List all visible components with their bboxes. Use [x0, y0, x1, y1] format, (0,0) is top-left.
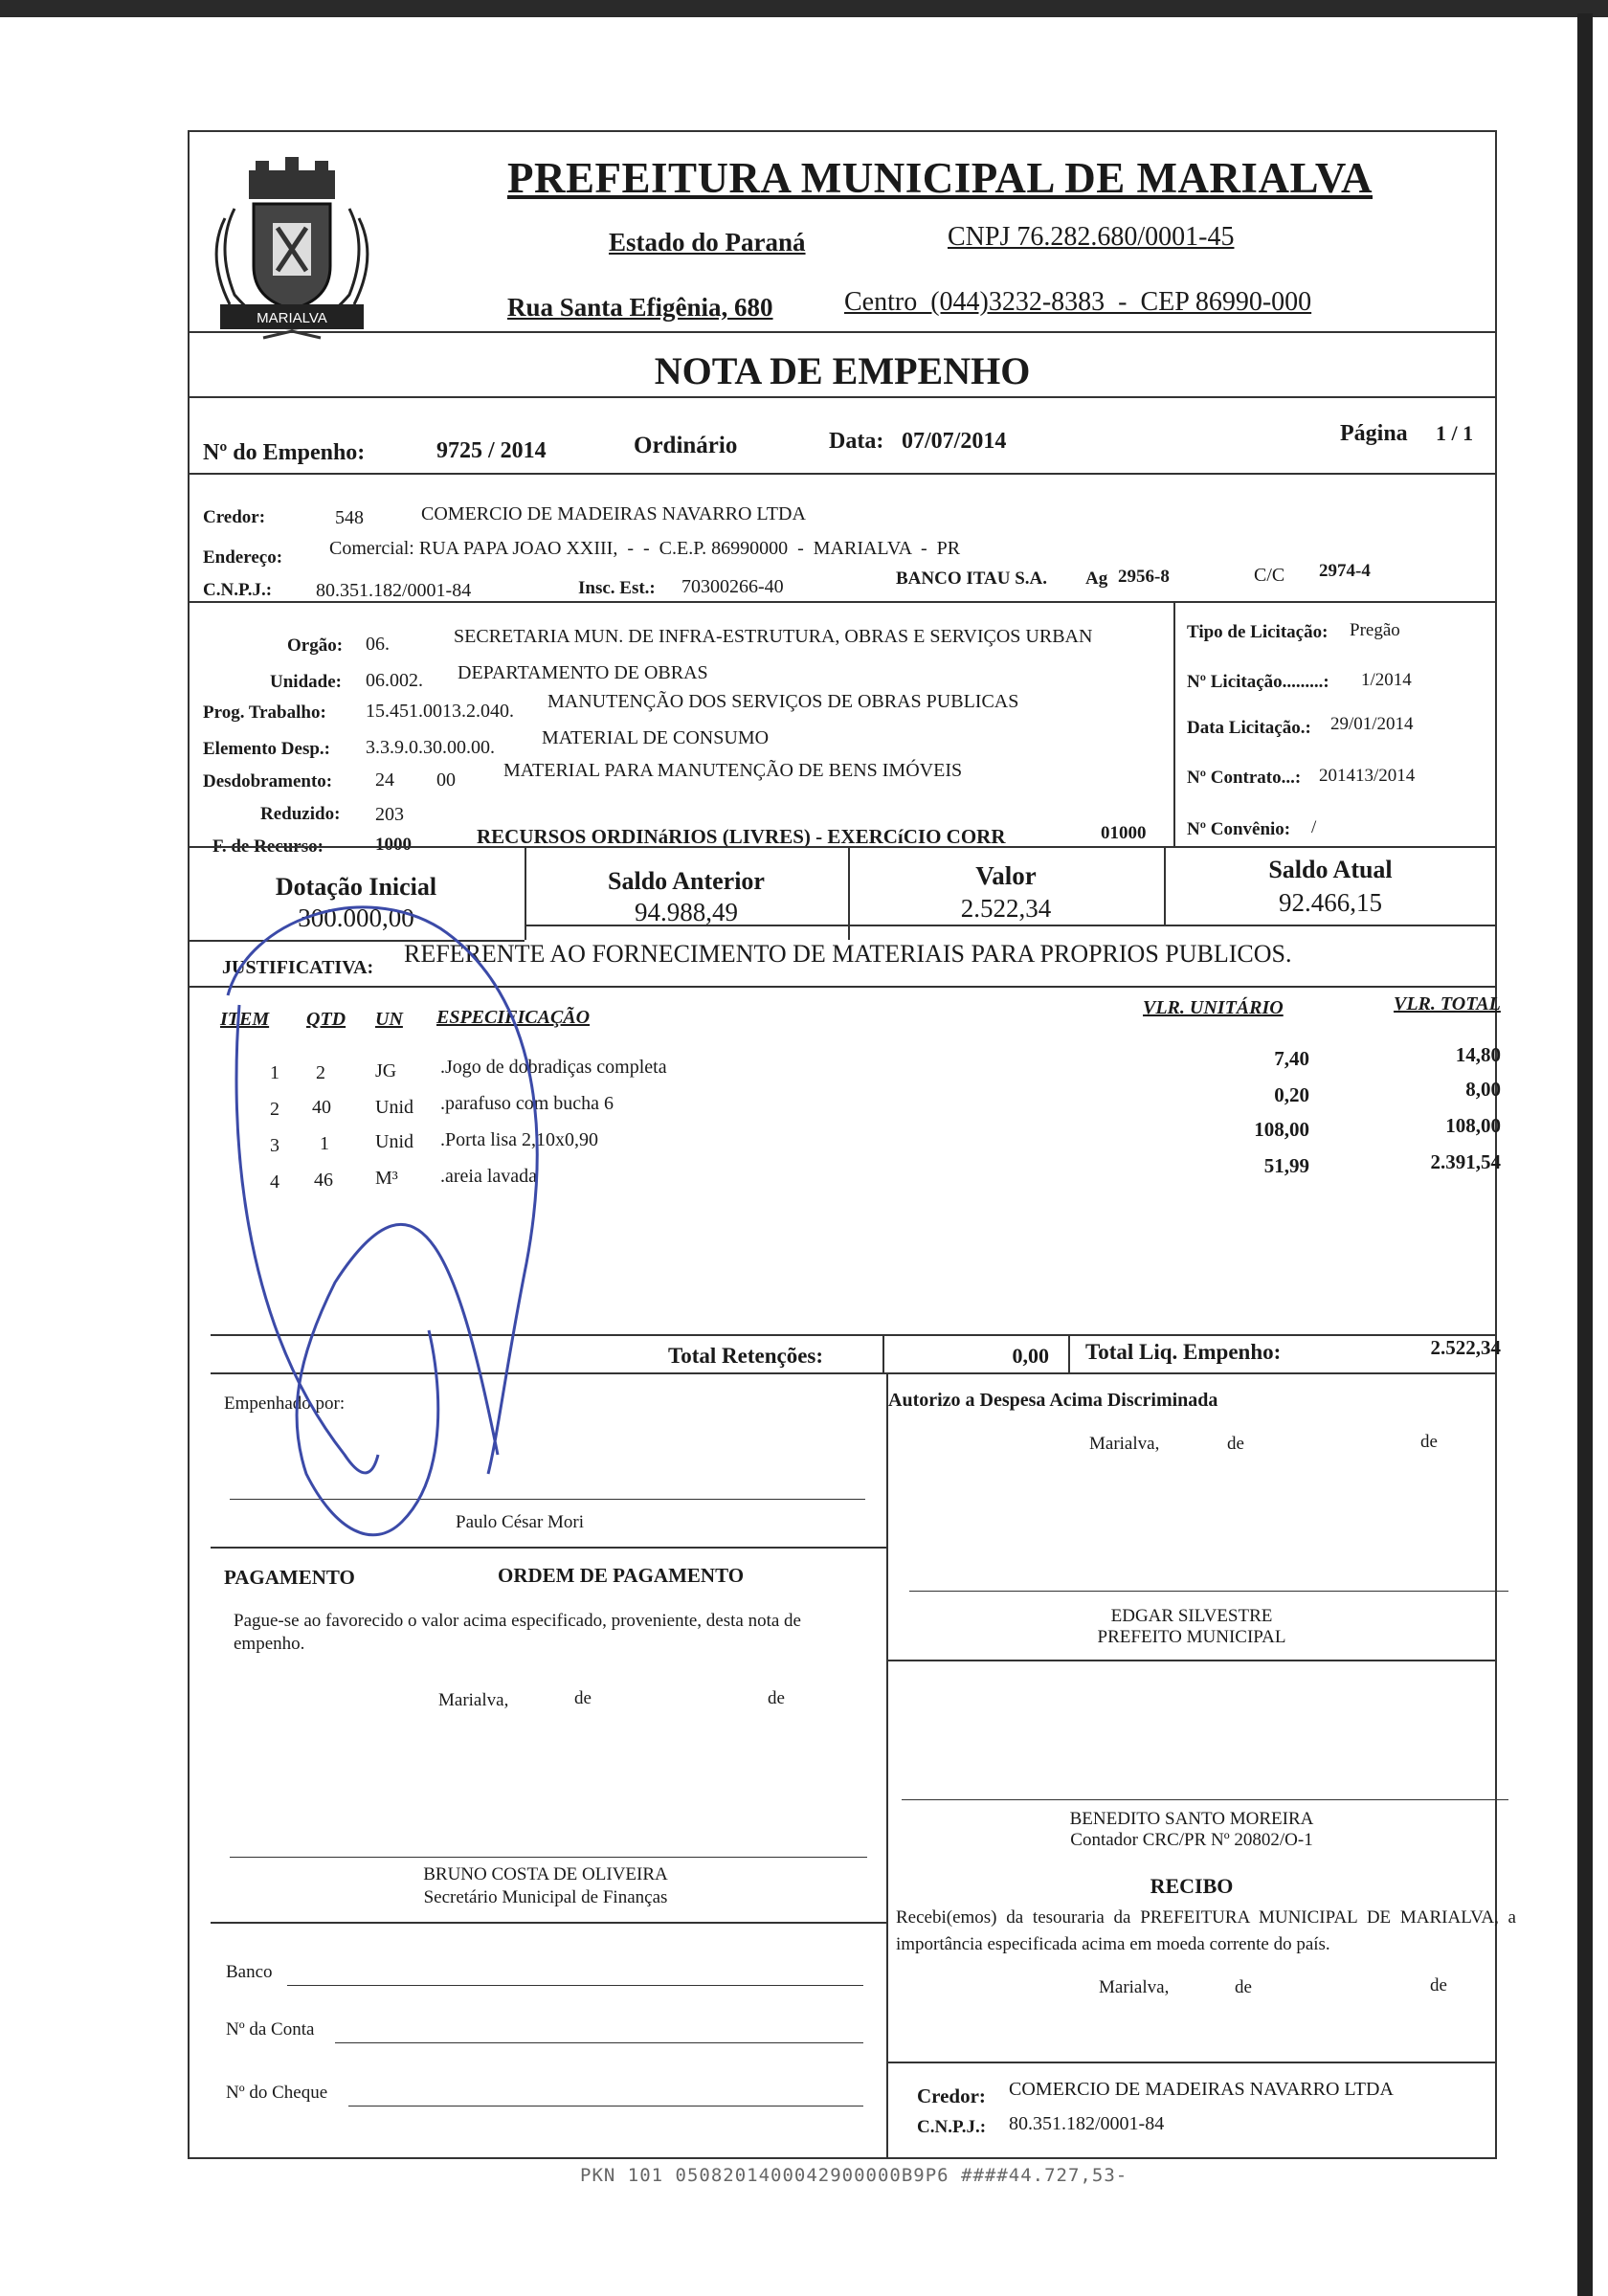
desdobramento-name: MATERIAL PARA MANUTENÇÃO DE BENS IMÓVEIS — [503, 760, 963, 781]
prefeito-name: EDGAR SILVESTRE — [1110, 1606, 1273, 1626]
unidade-code: 06.002. — [366, 670, 423, 691]
unidade-label: Unidade: — [270, 672, 342, 692]
reduzido-label: Reduzido: — [260, 804, 341, 824]
licitacao-num-value: 1/2014 — [1361, 670, 1412, 690]
saldo-atual-value: 92.466,15 — [1279, 888, 1382, 917]
recurso-code: 1000 — [375, 835, 412, 855]
divider — [886, 1372, 888, 2159]
divider — [188, 396, 1497, 398]
endereco-label: Endereço: — [203, 547, 283, 568]
autorizo-text: Autorizo a Despesa Acima Discriminada — [888, 1390, 1218, 1411]
item-2-total: 8,00 — [1465, 1078, 1501, 1101]
item-3-total: 108,00 — [1445, 1114, 1501, 1137]
header-state: Estado do Paraná — [609, 228, 806, 256]
items-header-spec: ESPECIFICAÇÃO — [436, 1007, 591, 1028]
items-header-un: UN — [375, 1009, 403, 1030]
contrato-label: Nº Contrato...: — [1187, 768, 1302, 788]
divider — [188, 846, 1497, 848]
divider — [211, 1922, 886, 1924]
recibo-de1: de — [1235, 1977, 1252, 1997]
recurso-label: F. de Recurso: — [212, 836, 324, 857]
item-3-un: Unid — [375, 1131, 413, 1152]
unidade-name: DEPARTAMENTO DE OBRAS — [458, 662, 708, 683]
recibo-cnpj-value: 80.351.182/0001-84 — [1009, 2113, 1165, 2134]
account-value: 2974-4 — [1319, 561, 1371, 581]
empenhado-name: Paulo César Mori — [456, 1512, 585, 1532]
cnpj-value: 80.351.182/0001-84 — [316, 580, 472, 601]
prog-name: MANUTENÇÃO DOS SERVIÇOS DE OBRAS PUBLICAS — [547, 691, 1019, 712]
contrato-value: 201413/2014 — [1319, 766, 1416, 786]
autorizo-de1: de — [1227, 1434, 1244, 1454]
saldo-anterior-value: 94.988,49 — [635, 898, 738, 926]
prefeito-role: PREFEITO MUNICIPAL — [1097, 1627, 1286, 1647]
bank-name: BANCO ITAU S.A. — [896, 568, 1048, 589]
doc-title: NOTA DE EMPENHO — [654, 349, 1031, 392]
recibo-text: Recebi(emos) da tesouraria da PREFEITURA MUNICIPAL DE MARIALVA, a importância especificada acima em moeda corrente do país. — [896, 1907, 1516, 1954]
item-3-spec: .Porta lisa 2,10x0,90 — [440, 1129, 598, 1150]
item-1-qtd: 2 — [316, 1062, 325, 1083]
item-1-unit: 7,40 — [1274, 1047, 1309, 1070]
item-1-total: 14,80 — [1455, 1043, 1501, 1066]
pagamento-label: PAGAMENTO — [224, 1566, 355, 1589]
header-address: Rua Santa Efigênia, 680 — [507, 293, 773, 322]
item-2-qtd: 40 — [312, 1097, 331, 1118]
credor-name: COMERCIO DE MADEIRAS NAVARRO LTDA — [421, 503, 806, 524]
conta-label: Nº da Conta — [226, 2019, 315, 2040]
elemento-code: 3.3.9.0.30.00.00. — [366, 737, 495, 758]
desdobramento-code1: 24 — [375, 769, 394, 791]
divider — [1173, 601, 1175, 846]
saldo-atual-label: Saldo Atual — [1268, 856, 1393, 883]
pagamento-de1: de — [574, 1688, 592, 1708]
recurso-name: RECURSOS ORDINáRIOS (LIVRES) - EXERCíCIO CORR — [477, 825, 1006, 848]
orgao-label: Orgão: — [287, 635, 344, 656]
scan-right-edge — [1577, 13, 1593, 2296]
justificativa-text: REFERENTE AO FORNECIMENTO DE MATERIAIS PARA PROPRIOS PUBLICOS. — [404, 940, 1292, 968]
footer-bank-code: PKN 101 0508201400042900000B9P6 ####44.727,53- — [580, 2165, 1128, 2186]
cnpj-label: C.N.P.J.: — [203, 580, 273, 600]
prog-label: Prog. Trabalho: — [203, 702, 326, 723]
prog-code: 15.451.0013.2.040. — [366, 701, 514, 722]
agency-label: Ag — [1085, 568, 1108, 589]
agency-value: 2956-8 — [1118, 567, 1170, 587]
retencoes-value: 0,00 — [1012, 1344, 1049, 1368]
elemento-name: MATERIAL DE CONSUMO — [542, 727, 770, 748]
page-value: 1 / 1 — [1436, 421, 1474, 445]
contador-name: BENEDITO SANTO MOREIRA — [1069, 1809, 1314, 1829]
empenho-value: 9725 / 2014 — [436, 438, 547, 463]
item-1-num: 1 — [270, 1062, 279, 1083]
divider — [188, 331, 1497, 333]
item-1-spec: .Jogo de dobradiças completa — [440, 1057, 667, 1078]
divider — [525, 925, 1497, 926]
empenho-type: Ordinário — [634, 433, 738, 458]
credor-code: 548 — [335, 507, 364, 528]
valor-label: Valor — [975, 861, 1037, 890]
pagamento-text: Pague-se ao favorecido o valor acima especificado, proveniente, desta nota de empenho. — [234, 1611, 801, 1654]
liquido-label: Total Liq. Empenho: — [1085, 1340, 1282, 1364]
recibo-cnpj-label: C.N.P.J.: — [917, 2117, 987, 2137]
orgao-name: SECRETARIA MUN. DE INFRA-ESTRUTURA, OBRAS E SERVIÇOS URBAN — [454, 626, 1093, 647]
justificativa-label: JUSTIFICATIVA: — [222, 957, 374, 978]
insc-label: Insc. Est.: — [578, 578, 656, 598]
dotacao-label: Dotação Inicial — [275, 873, 437, 901]
item-2-un: Unid — [375, 1097, 413, 1118]
recibo-credor-label: Credor: — [917, 2084, 986, 2107]
banco-label: Banco — [226, 1962, 273, 1982]
municipal-crest-icon — [196, 151, 388, 347]
cheque-field-line — [348, 2106, 863, 2107]
item-4-spec: .areia lavada — [440, 1166, 538, 1187]
prefeito-signature-line — [909, 1591, 1508, 1592]
conta-field-line — [335, 2042, 863, 2043]
items-header-total: VLR. TOTAL — [1394, 993, 1501, 1014]
account-label: C/C — [1254, 565, 1285, 586]
divider — [886, 2062, 1497, 2063]
licitacao-tipo-value: Pregão — [1350, 620, 1400, 640]
item-2-spec: .parafuso com bucha 6 — [440, 1093, 614, 1114]
elemento-label: Elemento Desp.: — [203, 739, 330, 759]
banco-field-line — [287, 1985, 863, 1986]
pagamento-city: Marialva, — [438, 1690, 509, 1710]
item-4-un: M³ — [375, 1168, 398, 1189]
header-title: PREFEITURA MUNICIPAL DE MARIALVA — [507, 154, 1374, 202]
divider — [1068, 1334, 1070, 1372]
divider — [886, 1660, 1497, 1661]
crest-ribbon-text: MARIALVA — [257, 310, 327, 326]
items-header-item: ITEM — [220, 1009, 270, 1030]
secretario-role: Secretário Municipal de Finanças — [423, 1887, 668, 1907]
item-2-unit: 0,20 — [1274, 1083, 1309, 1106]
item-3-num: 3 — [270, 1135, 279, 1156]
item-4-total: 2.391,54 — [1430, 1150, 1501, 1173]
saldo-anterior-label: Saldo Anterior — [608, 867, 765, 895]
recurso-number: 01000 — [1101, 823, 1147, 843]
empenho-label: Nº do Empenho: — [203, 440, 366, 465]
contador-role: Contador CRC/PR Nº 20802/O-1 — [1070, 1830, 1313, 1850]
licitacao-num-label: Nº Licitação.........: — [1187, 672, 1329, 692]
secretario-name: BRUNO COSTA DE OLIVEIRA — [423, 1864, 668, 1884]
pagamento-de2: de — [768, 1688, 785, 1708]
dotacao-value: 300.000,00 — [298, 903, 414, 932]
items-header-unit: VLR. UNITÁRIO — [1143, 997, 1284, 1018]
liquido-value: 2.522,34 — [1430, 1336, 1501, 1359]
page-label: Página — [1340, 421, 1408, 446]
recibo-title: RECIBO — [1150, 1874, 1234, 1898]
scan-top-edge — [0, 0, 1608, 17]
header-cnpj: CNPJ 76.282.680/0001-45 — [948, 222, 1235, 252]
item-4-num: 4 — [270, 1171, 279, 1193]
recibo-credor-value: COMERCIO DE MADEIRAS NAVARRO LTDA — [1009, 2079, 1394, 2100]
retencoes-label: Total Retenções: — [668, 1344, 824, 1368]
licitacao-data-label: Data Licitação.: — [1187, 718, 1311, 738]
endereco-value: Comercial: RUA PAPA JOAO XXIII, - - C.E.P. 86990000 - MARIALVA - PR — [329, 538, 961, 559]
date-label: Data: — [829, 429, 884, 454]
desdobramento-label: Desdobramento: — [203, 771, 333, 791]
convenio-label: Nº Convênio: — [1187, 819, 1291, 839]
recibo-de2: de — [1430, 1975, 1447, 1995]
insc-value: 70300266-40 — [681, 576, 784, 597]
items-header-qtd: QTD — [306, 1009, 346, 1030]
item-2-num: 2 — [270, 1099, 279, 1120]
handwritten-signature — [211, 861, 670, 1550]
autorizo-de2: de — [1420, 1432, 1438, 1452]
reduzido-value: 203 — [375, 804, 404, 825]
divider — [188, 473, 1497, 475]
contador-signature-line — [902, 1799, 1508, 1800]
credor-label: Credor: — [203, 507, 266, 527]
licitacao-tipo-label: Tipo de Licitação: — [1187, 622, 1329, 642]
ordem-pagamento-label: ORDEM DE PAGAMENTO — [498, 1564, 745, 1587]
date-value: 07/07/2014 — [902, 429, 1007, 454]
item-3-qtd: 1 — [320, 1133, 329, 1154]
item-4-unit: 51,99 — [1263, 1154, 1309, 1177]
item-3-unit: 108,00 — [1254, 1118, 1309, 1141]
divider — [882, 1334, 884, 1372]
autorizo-city: Marialva, — [1089, 1434, 1160, 1454]
item-1-un: JG — [375, 1060, 397, 1081]
cheque-label: Nº do Cheque — [226, 2083, 328, 2103]
convenio-value: / — [1311, 817, 1317, 837]
empenhado-label: Empenhado por: — [224, 1393, 346, 1414]
recibo-city: Marialva, — [1099, 1977, 1170, 1997]
orgao-code: 06. — [366, 634, 390, 655]
secretario-signature-line — [230, 1857, 867, 1858]
item-4-qtd: 46 — [314, 1170, 333, 1191]
divider — [188, 601, 1497, 603]
licitacao-data-value: 29/01/2014 — [1330, 714, 1414, 734]
header-contact: Centro (044)3232-8383 - CEP 86990-000 — [844, 287, 1312, 317]
desdobramento-code2: 00 — [436, 769, 456, 791]
valor-value: 2.522,34 — [960, 894, 1052, 923]
